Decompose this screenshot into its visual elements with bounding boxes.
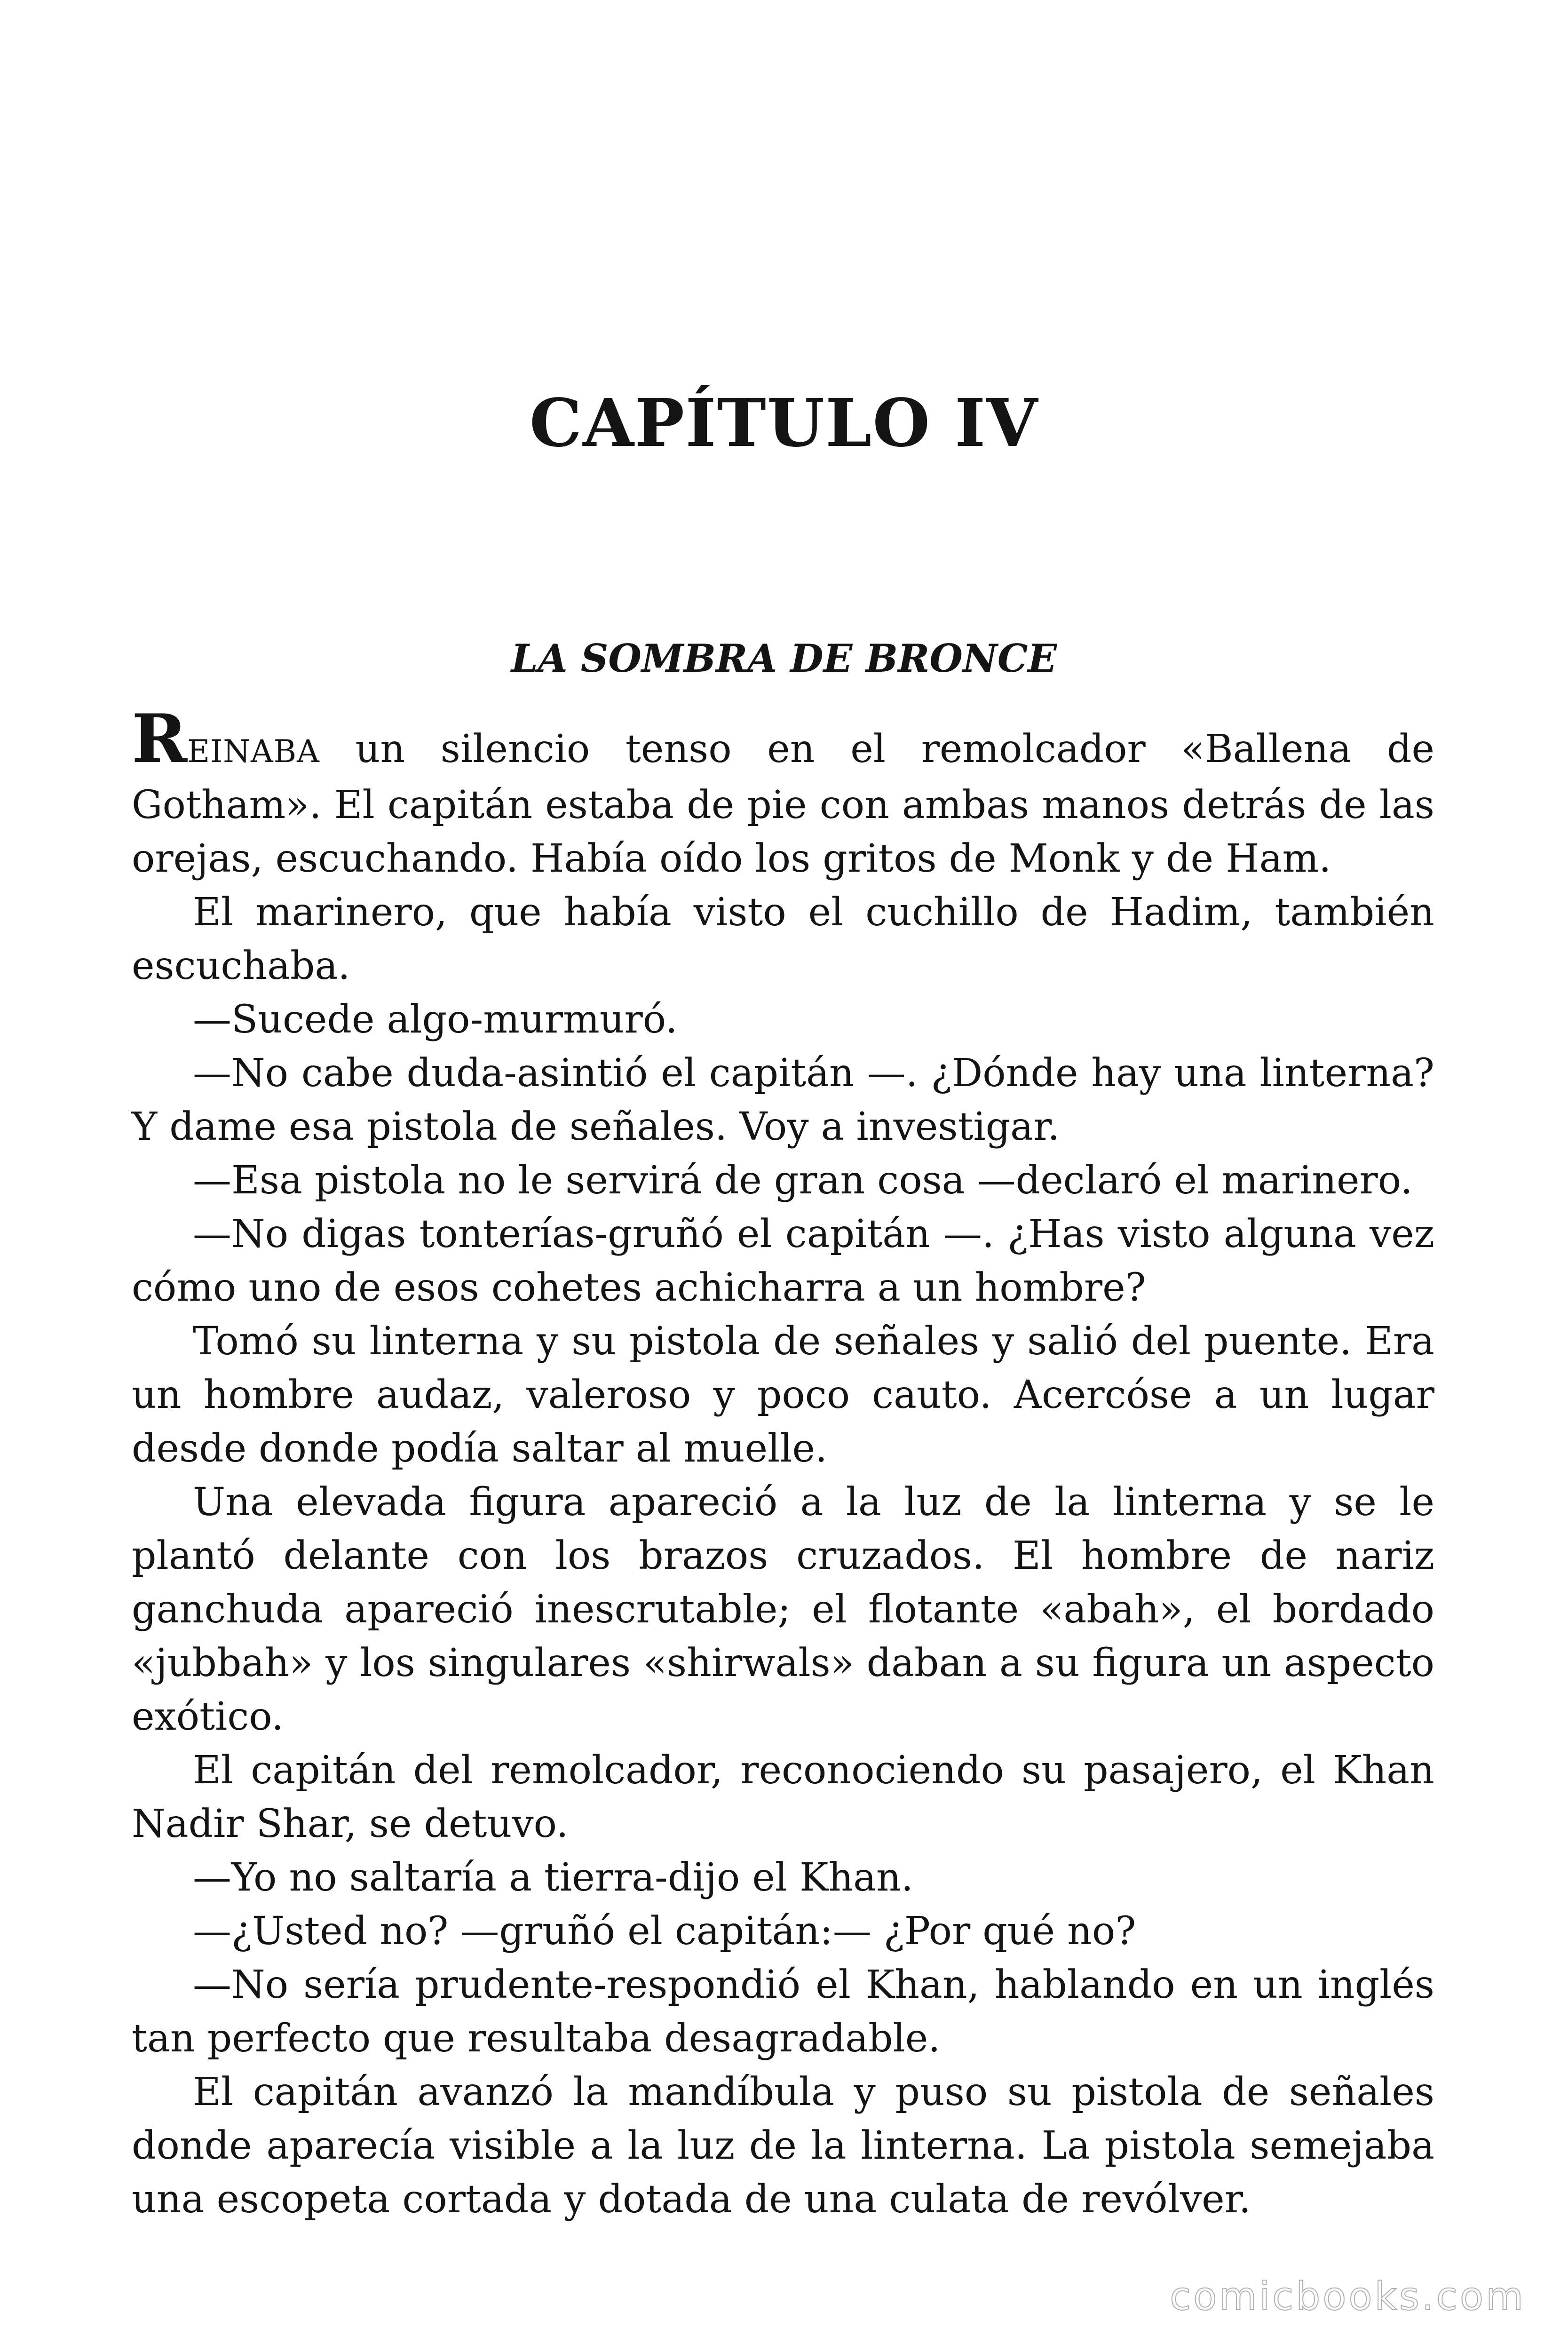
paragraph: —Yo no saltaría a tierra-dijo el Khan.	[193, 1855, 913, 1900]
paragraph: —No digas tonterías-gruñó el capitán —. ¿Has visto alguna vez cómo uno de esos cohetes achicharra a un hombre?	[132, 1212, 1434, 1310]
paragraph: —Sucede algo-murmuró.	[193, 997, 678, 1042]
paragraph: Una elevada figura apareció a la luz de la linterna y se le plantó delante con los brazos cruzados. El hombre de nariz ganchuda apareció inescrutable; el flotante «abah», el bordado «jubbah» y los singulares «shirwals» daban a su figura un aspecto exótico.	[132, 1480, 1434, 1739]
first-paragraph	[132, 700, 1434, 886]
paragraph: —No sería prudente-respondió el Khan, hablando en un inglés tan perfecto que resultaba desagradable.	[132, 1963, 1434, 2061]
paragraph: Tomó su linterna y su pistola de señales y salió del puente. Era un hombre audaz, valeroso y poco cauto. Acercóse a un lugar desde donde podía saltar al muelle.	[132, 1319, 1434, 1471]
paragraph: —No cabe duda-asintió el capitán —. ¿Dónde hay una linterna? Y dame esa pistola de señales. Voy a investigar.	[132, 1051, 1434, 1149]
paragraph: —¿Usted no? —gruñó el capitán:— ¿Por qué no?	[193, 1909, 1136, 1954]
paragraph: El capitán del remolcador, reconociendo su pasajero, el Khan Nadir Shar, se detuvo.	[132, 1748, 1434, 1846]
first-paragraph-text: un silencio tenso en el remolcador «Ballena de Gotham». El capitán estaba de pie con ambas manos detrás de las orejas, escuchando. Había oído los gritos de Monk y de Ham.	[132, 727, 1434, 881]
chapter-title: CAPÍTULO IV	[529, 385, 1039, 462]
drop-cap: R	[132, 700, 188, 778]
chapter-subtitle: LA SOMBRA DE BRONCE	[511, 636, 1057, 681]
paragraph: —Esa pistola no le servirá de gran cosa —declaró el marinero.	[193, 1158, 1413, 1203]
body-text	[132, 700, 1434, 2226]
watermark: comicbooks.com	[1170, 2274, 1526, 2319]
small-caps-opening: EINABA	[187, 733, 320, 770]
paragraph: El capitán avanzó la mandíbula y puso su pistola de señales donde aparecía visible a la luz de la linterna. La pistola semejaba una escopeta cortada y dotada de una culata de revólver.	[132, 2070, 1434, 2222]
paragraph: El marinero, que había visto el cuchillo de Hadim, también escuchaba.	[132, 890, 1434, 988]
